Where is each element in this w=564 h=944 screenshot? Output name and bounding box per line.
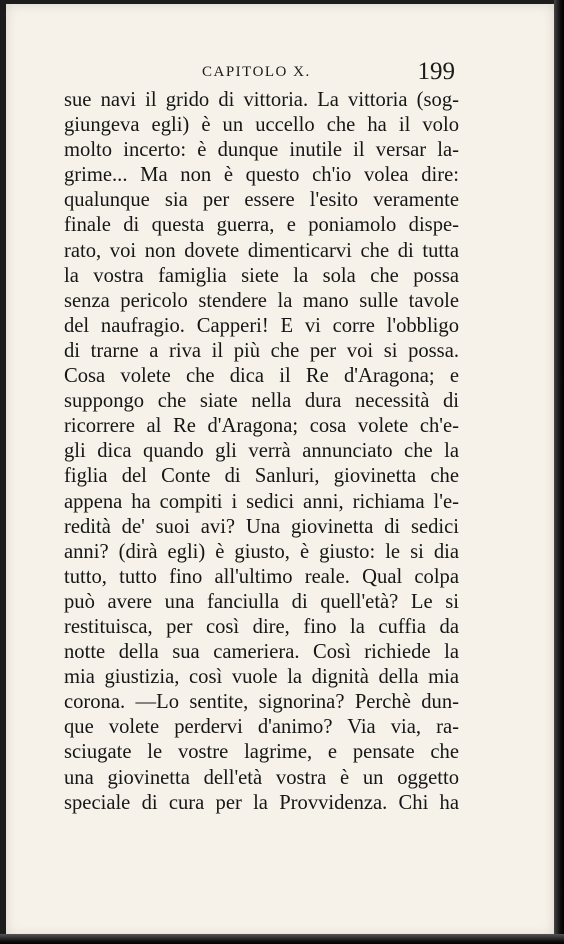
text-line: del naufragio. Capperi! E vi corre l'obbligo (64, 314, 459, 337)
text-line: figlia del Conte di Sanluri, giovinetta che (64, 465, 459, 488)
text-line: rato, voi non dovete dimenticarvi che di tutta (64, 239, 459, 262)
text-line: sue navi il grido di vittoria. La vittoria (sog- (64, 89, 459, 111)
text-line: Cosa volete che dica il Re d'Aragona; e (64, 365, 459, 388)
text-line: anni? (dirà egli) è giusto, è giusto: le si dia (64, 540, 459, 563)
text-line: que volete perdervi d'animo? Via via, ra- (64, 716, 459, 739)
text-line: senza pericolo stendere la mano sulle tavole (64, 289, 459, 312)
page-edge-bottom (0, 934, 564, 944)
text-line: speciale di cura per la Provvidenza. Chi ha (64, 791, 459, 814)
body-text (64, 88, 459, 816)
text-line: redità de' suoi avi? Una giovinetta di sedici (64, 515, 459, 538)
text-line: la vostra famiglia siete la sola che possa (64, 264, 459, 287)
text-line: finale di questa guerra, e poniamolo dispe- (64, 214, 459, 237)
text-line: mia giustizia, così vuole la dignità della mia (64, 666, 459, 689)
text-line: restituisca, per così dire, fino la cuffia da (64, 615, 459, 638)
text-line: può avere una fanciulla di quell'età? Le si (64, 590, 459, 613)
text-line: notte della sua cameriera. Così richiede la (64, 641, 459, 664)
text-line: ricorrere al Re d'Aragona; cosa volete ch'e- (64, 415, 459, 438)
text-line: corona. —Lo sentite, signorina? Perchè dun- (64, 691, 459, 714)
text-line: sciugate le vostre lagrime, e pensate che (64, 741, 459, 764)
text-line: una giovinetta dell'età vostra è un oggetto (64, 766, 459, 789)
text-line: appena ha compiti i sedici anni, richiama l'e- (64, 490, 459, 513)
text-line: tutto, tutto fino all'ultimo reale. Qual colpa (64, 565, 459, 588)
text-line: suppongo che siate nella dura necessità di (64, 390, 459, 413)
text-line: qualunque sia per essere l'esito veramente (64, 189, 459, 212)
text-line: grime... Ma non è questo ch'io volea dire: (64, 164, 459, 187)
text-line: gli dica quando gli verrà annunciato che la (64, 440, 459, 463)
text-line: molto incerto: è dunque inutile il versar la- (64, 139, 459, 162)
page-number: 199 (417, 58, 455, 85)
chapter-title: CAPITOLO X. (202, 64, 311, 80)
running-head (196, 60, 461, 86)
page-edge-right (554, 0, 564, 944)
text-line: di trarne a riva il più che per voi si possa. (64, 339, 459, 362)
text-line: giungeva egli) è un uccello che ha il volo (64, 114, 459, 137)
